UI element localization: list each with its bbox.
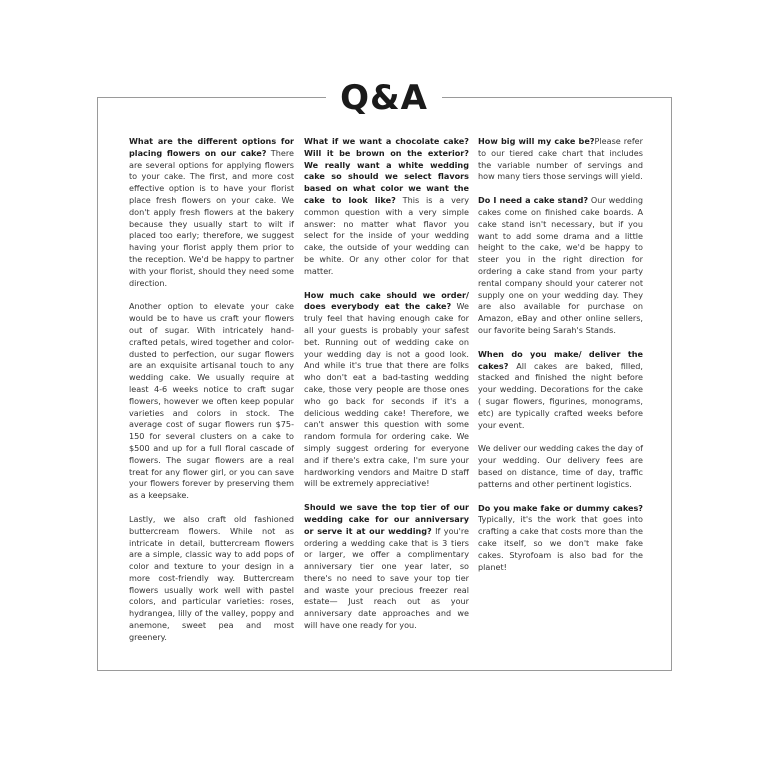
question-text: How much cake should we order/ does everybody eat the cake?	[304, 289, 469, 312]
qa-entry	[478, 136, 643, 183]
question-text: Do I need a cake stand?	[478, 195, 589, 206]
answer-text: We truly feel that having enough cake for all your guests is probably your safest bet. Running out of wedding cake on your wedding day is not a good look. And while it's true that there are folks who don't eat a bad-tasting wedding cake, those very people are those ones who go back for seconds if it's a delicious wedding cake! Therefore, we can't answer this question with some random formula for ordering cake. We simply suggest ordering for everyone and if there's extra cake, I'm sure your hardworking vendors and Maitre D staff will be extremely appreciative!	[304, 301, 469, 489]
answer-text: This is a very common question with a very simple answer: no matter what flavor you select for the inside of your wedding cake, the outside of your wedding can be white. Or any other color for that matter.	[304, 194, 469, 276]
question-text: Should we save the top tier of our wedding cake for our anniversary or serve it at our wedding?	[304, 502, 469, 536]
question-text: What if we want a chocolate cake? Will it be brown on the exterior? We really want a white wedding cake so should we select flavors based on what color we want the cake to look like?	[304, 136, 469, 205]
page-title: Q&A	[340, 78, 428, 118]
answer-text: There are several options for applying flowers to your cake. The first, and more cost effective option is to have your florist place fresh flowers on your cake. We don't apply fresh flowers at the bakery because they usually start to wilt if placed too early; therefore, we suggest having your florist apply them prior to the reception. We'd be happy to partner with your florist, should they need some direction.	[129, 147, 294, 288]
answer-text: If you're ordering a wedding cake that is 3 tiers or larger, we offer a complimentary anniversary tier one year later, so there's no need to save your top tier and waste your precious freezer real estate— Just reach out as your anniversary date approaches and we will have one ready for you.	[304, 525, 470, 631]
answer-text: Another option to elevate your cake would be to have us craft your flowers out of sugar. With intricately hand-crafted petals, wired together and color-dusted to perfection, our sugar flowers are an exquisite artisanal touch to any wedding cake. We usually require at least 4-6 weeks notice to craft sugar flowers, however we often keep popular varieties and colors in stock. The average cost of sugar flowers run $75-150 for several clusters on a cake to $500 and up for a full floral cascade of flowers. The sugar flowers are a real treat for any flower girl, or you can save your flowers forever by preserving them as a keepsake.	[129, 301, 294, 501]
qa-entry	[129, 514, 294, 644]
title-box	[326, 72, 442, 124]
answer-text: Lastly, we also craft old fashioned buttercream flowers. While not as intricate in detail, buttercream flowers are a simple, classic way to add pops of color and texture to your design in a more cost-friendly way. Buttercream flowers usually work well with pastel colors, and particular varieties: roses, hydrangea, lilly of the valley, poppy and anemone, sweet pea and most greenery.	[129, 513, 294, 642]
qa-entry	[478, 443, 643, 490]
qa-entry	[478, 195, 643, 337]
qa-entry	[129, 301, 294, 502]
qa-entry	[478, 503, 643, 574]
question-text: How big will my cake be?	[478, 136, 595, 146]
answer-text: All cakes are baked, filled, stacked and finished the night before your wedding. Decorations for the cake ( sugar flowers, figurines, monograms, etc) are typically crafted weeks before your event.	[478, 360, 643, 430]
qa-entry	[304, 290, 469, 491]
column-1	[129, 136, 294, 656]
question-text: Do you make fake or dummy cakes?	[478, 502, 643, 513]
qa-entry	[304, 502, 469, 632]
qa-entry	[304, 136, 469, 278]
answer-text: Typically, it's the work that goes into crafting a cake that costs more than the cake itself, so we don't make fake cakes. Styrofoam is also bad for the planet!	[478, 514, 643, 572]
column-2	[304, 136, 469, 644]
qa-entry	[478, 349, 643, 432]
question-text: When do you make/ deliver the cakes?	[478, 348, 643, 371]
answer-text: Please refer to our tiered cake chart that includes the variable number of servings and how many tiers those servings will yield.	[478, 136, 643, 182]
answer-text: Our wedding cakes come on finished cake boards. A cake stand isn't necessary, but if you want to add some drama and a little height to the cake, we'd be happy to steer you in the right direction for ordering a cake stand from your party rental company should your caterer not supply one on your wedding day. They are also available for purchase on Amazon, eBay and other online sellers, our favorite being Sarah's Stands.	[478, 195, 643, 335]
qa-entry	[129, 136, 294, 289]
answer-text: We deliver our wedding cakes the day of your wedding. Our delivery fees are based on distance, time of day, traffic patterns and other pertinent logistics.	[478, 443, 644, 489]
column-3	[478, 136, 643, 585]
question-text: What are the different options for placing flowers on our cake?	[129, 136, 294, 158]
